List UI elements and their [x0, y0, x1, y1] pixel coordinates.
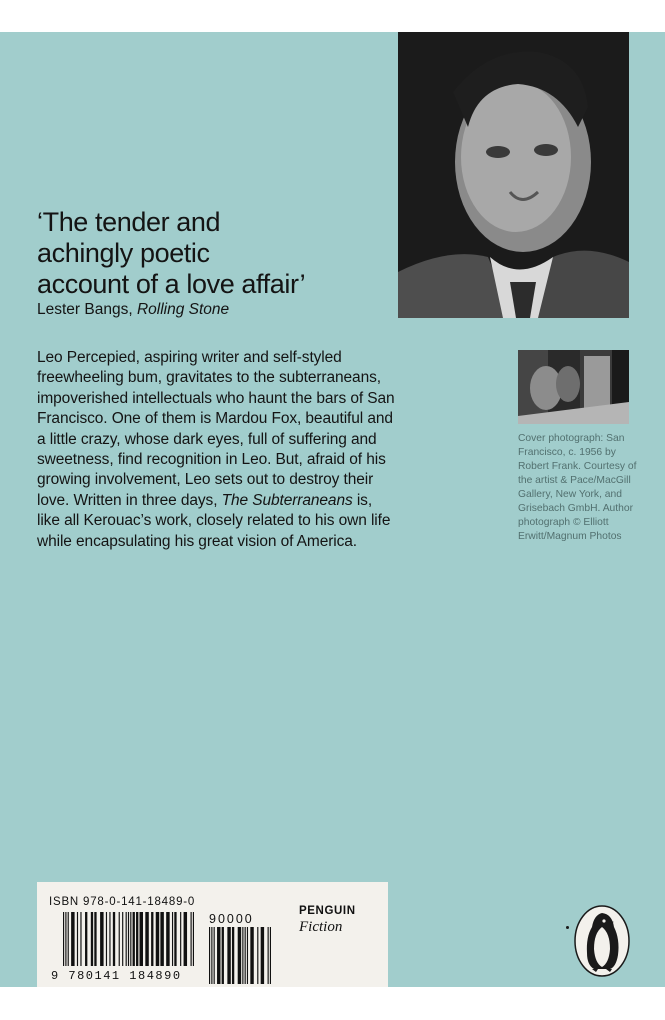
- barcode-bar: [71, 912, 74, 966]
- attribution-source: Rolling Stone: [136, 301, 230, 318]
- pull-quote: [37, 207, 397, 300]
- barcode-bar: [145, 912, 148, 966]
- barcode-bar: [227, 927, 230, 984]
- barcode-bar: [214, 927, 215, 984]
- barcode-bar: [94, 912, 96, 966]
- barcode-bar: [211, 927, 212, 984]
- barcode-bar: [257, 927, 258, 984]
- photo-credit: Cover photograph: San Francisco, c. 1956 by Robert Frank. Courtesy of the artist & Pace/MacGill Gallery, New York, and Grisebach GmbH. Author photograph © Elliott Erwitt/Magnum Photos: [518, 433, 637, 542]
- author-photo: [398, 32, 629, 318]
- barcode-bar: [151, 912, 153, 966]
- barcode-bar: [63, 912, 64, 966]
- isbn-label: ISBN 978-0-141-18489-0: [49, 896, 196, 908]
- barcode-bar: [136, 912, 138, 966]
- barcode-bar: [100, 912, 103, 966]
- barcode-bar: [109, 912, 110, 966]
- barcode-bar: [166, 912, 169, 966]
- barcode-bar: [217, 927, 220, 984]
- barcode-bar: [65, 912, 66, 966]
- barcode-bar: [174, 912, 176, 966]
- barcode-bar: [180, 912, 181, 966]
- barcode-bar: [91, 912, 93, 966]
- barcode-bar: [193, 912, 194, 966]
- cover-photo-thumbnail: [518, 350, 629, 424]
- barcode-bar: [68, 912, 69, 966]
- barcode-bar: [184, 912, 187, 966]
- barcode-bar: [242, 927, 243, 984]
- book-blurb: [37, 348, 399, 552]
- barcode-bar: [232, 927, 234, 984]
- barcode-bar: [126, 912, 127, 966]
- barcode-bar: [191, 912, 192, 966]
- barcode-bar: [250, 927, 253, 984]
- quote-attribution: [37, 301, 229, 319]
- barcode-bar: [270, 927, 271, 984]
- barcode-bar: [85, 912, 87, 966]
- barcode-bar: [113, 912, 115, 966]
- barcode-bar: [128, 912, 129, 966]
- barcode-bar: [245, 927, 246, 984]
- barcode-bar: [106, 912, 107, 966]
- quote-line: ‘The tender and: [37, 207, 221, 237]
- imprint-label: PENGUIN: [299, 905, 356, 917]
- barcode-bar: [77, 912, 78, 966]
- price-addon-digits: 90000: [209, 912, 254, 926]
- back-cover: [0, 32, 665, 987]
- barcode-bar: [222, 927, 224, 984]
- barcode-bar: [133, 912, 135, 966]
- genre-label: Fiction: [299, 919, 343, 935]
- barcode-bar: [119, 912, 120, 966]
- penguin-logo-icon: [574, 905, 630, 977]
- barcode-bar: [160, 912, 163, 966]
- barcode-bar: [261, 927, 264, 984]
- barcode-bar: [156, 912, 159, 966]
- dot-mark: [566, 926, 569, 929]
- blurb-book-title: The Subterraneans: [221, 491, 353, 509]
- attribution-name: Lester Bangs,: [37, 301, 137, 318]
- barcode-bar: [247, 927, 248, 984]
- barcode-bar: [130, 912, 131, 966]
- barcode-bar: [209, 927, 210, 984]
- ean-digits: 9 780141 184890: [51, 969, 182, 983]
- price-addon-barcode: [209, 927, 271, 984]
- blurb-text: Leo Percepied, aspiring writer and self-styled freewheeling bum, gravitates to the subterraneans, impoverished intellectuals who haunt the bars of San Francisco. One of them is Mardou Fox, beautiful and a little crazy, whose dark eyes, full of suffering and sweetness, find recognition in Leo. But, afraid of his growing involvement, Leo sets out to destroy their love. Written in three days,: [37, 349, 395, 509]
- quote-line: achingly poetic: [37, 238, 210, 268]
- blurb-text: is, like all Kerouac’s work, closely related to his own life while encapsulating his great vision of America.: [37, 491, 391, 550]
- barcode-bar: [238, 927, 241, 984]
- barcode-bar: [268, 927, 269, 984]
- barcode-bar: [80, 912, 81, 966]
- barcode-bar: [140, 912, 143, 966]
- quote-line: account of a love affair’: [37, 269, 306, 299]
- barcode-bar: [122, 912, 123, 966]
- ean-barcode: [63, 912, 194, 966]
- barcode-panel: [37, 882, 388, 987]
- barcode-bar: [172, 912, 173, 966]
